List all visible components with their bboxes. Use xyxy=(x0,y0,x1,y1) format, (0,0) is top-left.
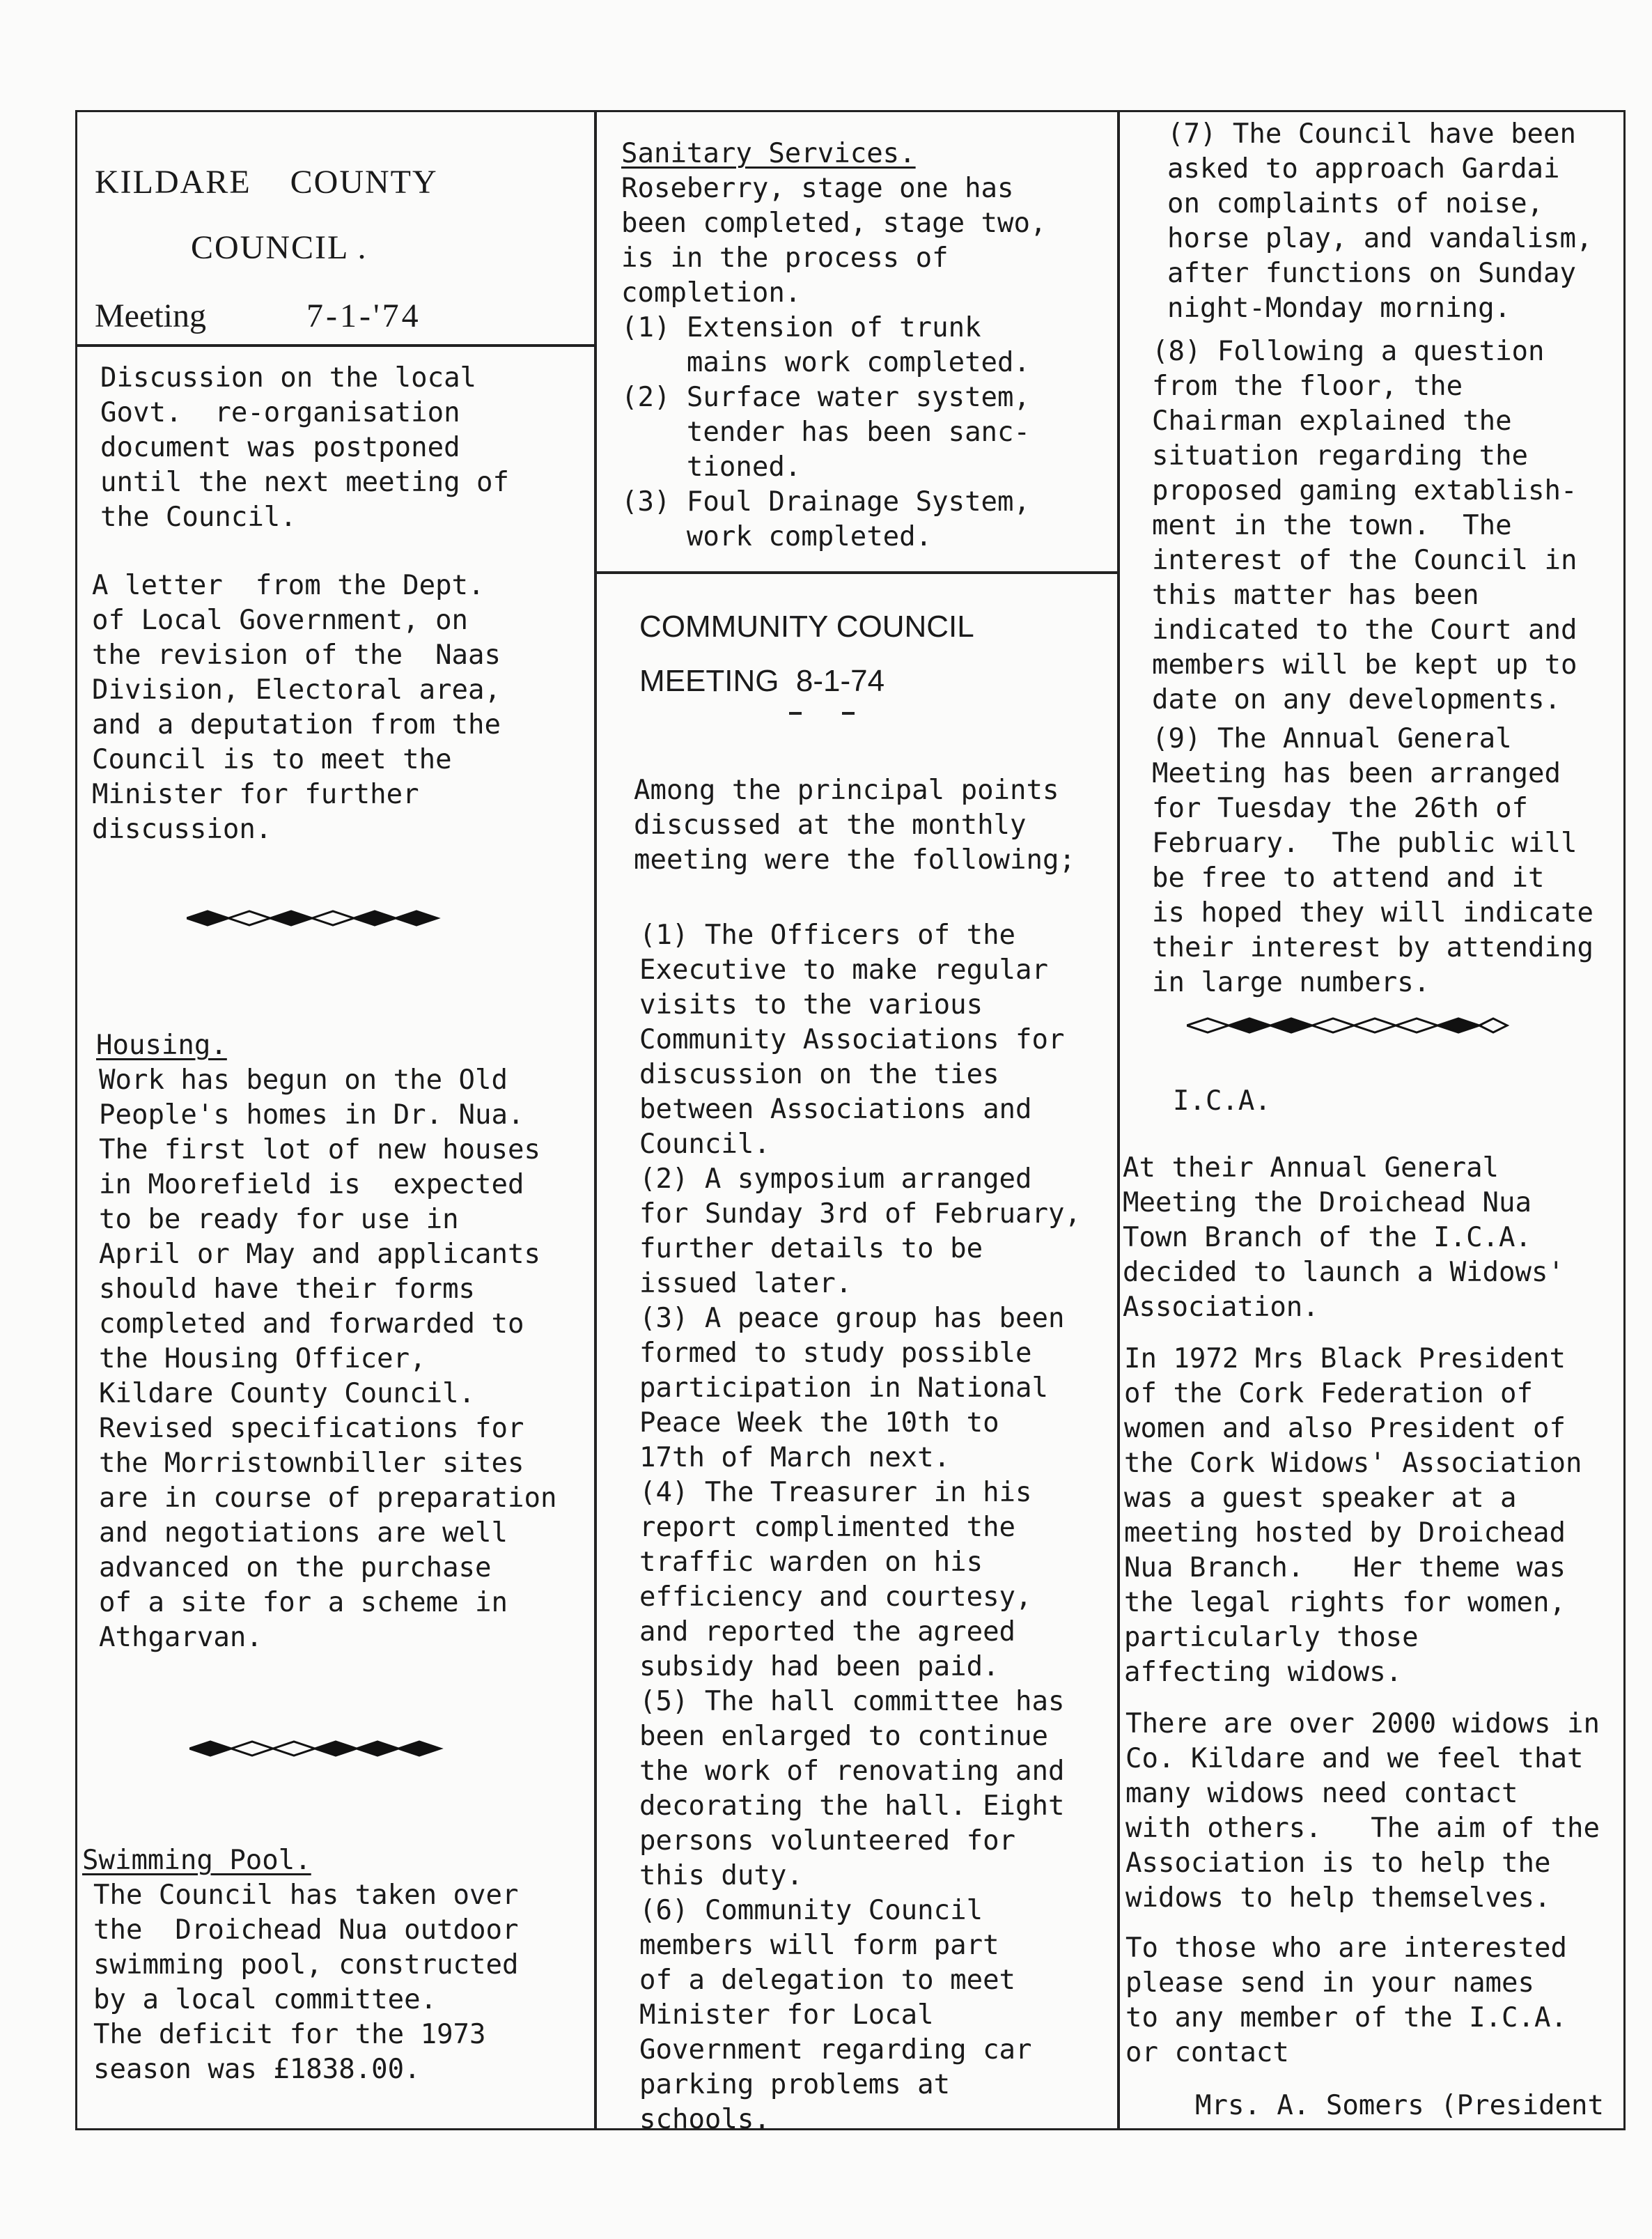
ica-paragraph-1: At their Annual General Meeting the Droichead Nua Town Branch of the I.C.A. decided to launch a Widows' Association. xyxy=(1123,1152,1564,1323)
housing-heading: Housing. xyxy=(96,1030,227,1061)
kcc-title-line2: COUNCIL . xyxy=(191,229,368,266)
diamond-ornament-icon xyxy=(187,903,442,933)
swimming-pool-heading: Swimming Pool. xyxy=(82,1845,311,1876)
kcc-title-line1: KILDARE COUNTY xyxy=(95,164,438,201)
sanitary-heading: Sanitary Services. xyxy=(621,138,916,169)
sanitary-bottom-rule xyxy=(594,571,1117,574)
kcc-meeting-label: Meeting xyxy=(95,297,206,334)
ica-paragraph-2: In 1972 Mrs Black President of the Cork Federation of women and also President of the Cork Widows' Association was a guest speaker at a meeting hosted by Droichead Nua Branch. Her theme was the legal rights for women, particularly those affecting widows. xyxy=(1124,1343,1582,1688)
ica-paragraph-4: To those who are interested please send in your names to any member of the I.C.A. or contact xyxy=(1125,1932,1567,2068)
ica-paragraph-3: There are over 2000 widows in Co. Kildare and we feel that many widows need contact with others. The aim of the Association is to help the widows to help themselves. xyxy=(1125,1708,1600,1914)
kcc-meeting-date: 7-1-'74 xyxy=(306,297,421,334)
community-title-line1: COMMUNITY COUNCIL xyxy=(639,610,974,644)
kcc-letter-paragraph: A letter from the Dept. of Local Government, on the revision of the Naas Division, Electoral area, and a deputation from the Council is to meet the Minister for further discussion. xyxy=(92,570,501,845)
diamond-ornament-icon xyxy=(189,1733,444,1764)
community-points: (1) The Officers of the Executive to make regular visits to the various Community Associations for discussion on the ties between Associations and Council. (2) A symposium arranged for Sunday 3rd of February, further details to be issued later. (3) A peace group has been formed to study possible participation in National Peace Week the 10th to 17th of March next. (4) The Treasurer in his report complimented the traffic warden on his efficiency and courtesy, and reported the agreed subsidy had been paid. (5) The hall committee has been enlarged to continue the work of renovating and decorating the hall. Eight persons volunteered for this duty. (6) Community Council members will form part of a delegation to meet Minister for Local Government regarding car parking problems at schools. xyxy=(639,920,1081,2135)
point-9: (9) The Annual General Meeting has been arranged for Tuesday the 26th of February. The public will be free to attend and it is hoped they will indicate their interest by attending in large numbers. xyxy=(1152,723,1593,998)
signature: Mrs. A. Somers (President xyxy=(1195,2090,1604,2121)
community-title-dash xyxy=(789,712,802,715)
column-divider-right xyxy=(1117,110,1120,2130)
swimming-pool-body: The Council has taken over the Droichead Nua outdoor swimming pool, constructed by a local committee. The deficit for the 1973 season was £1838.00. xyxy=(93,1880,519,2085)
sanitary-body: Roseberry, stage one has been completed, stage two, is in the process of completion. (1) Extension of trunk mains work completed. (2) Surface water system, tender has been sanc- tioned. (3) Foul Drainage System, work completed. xyxy=(621,173,1047,552)
column-divider-left xyxy=(594,110,597,2130)
point-8: (8) Following a question from the floor, the Chairman explained the situation regarding the proposed gaming extablish- ment in the town. The interest of the Council in this matter has been indicated to the Court and members will be kept up to date on any developments. xyxy=(1152,336,1577,715)
ica-heading: I.C.A. xyxy=(1173,1085,1271,1117)
community-title-line2: MEETING 8-1-74 xyxy=(639,664,885,698)
point-7: (7) The Council have been asked to approach Gardai on complaints of noise, horse play, and vandalism, after functions on Sunday night-Monday morning. xyxy=(1167,118,1593,324)
diamond-ornament-icon xyxy=(1187,1010,1514,1041)
community-title-dash xyxy=(842,712,855,715)
community-intro: Among the principal points discussed at the monthly meeting were the following; xyxy=(634,775,1075,876)
kcc-postponement-paragraph: Discussion on the local Govt. re-organisation document was postponed until the next meeting of the Council. xyxy=(100,362,509,533)
kcc-heading-rule xyxy=(75,344,594,347)
housing-body: Work has begun on the Old People's homes in Dr. Nua. The first lot of new houses in Moorefield is expected to be ready for use in April or May and applicants should have their forms completed and forwarded to the Housing Officer, Kildare County Council. Revised specifications for the Morristownbiller sites are in course of preparation and negotiations are well advanced on the purchase of a site for a scheme in Athgarvan. xyxy=(99,1064,557,1653)
